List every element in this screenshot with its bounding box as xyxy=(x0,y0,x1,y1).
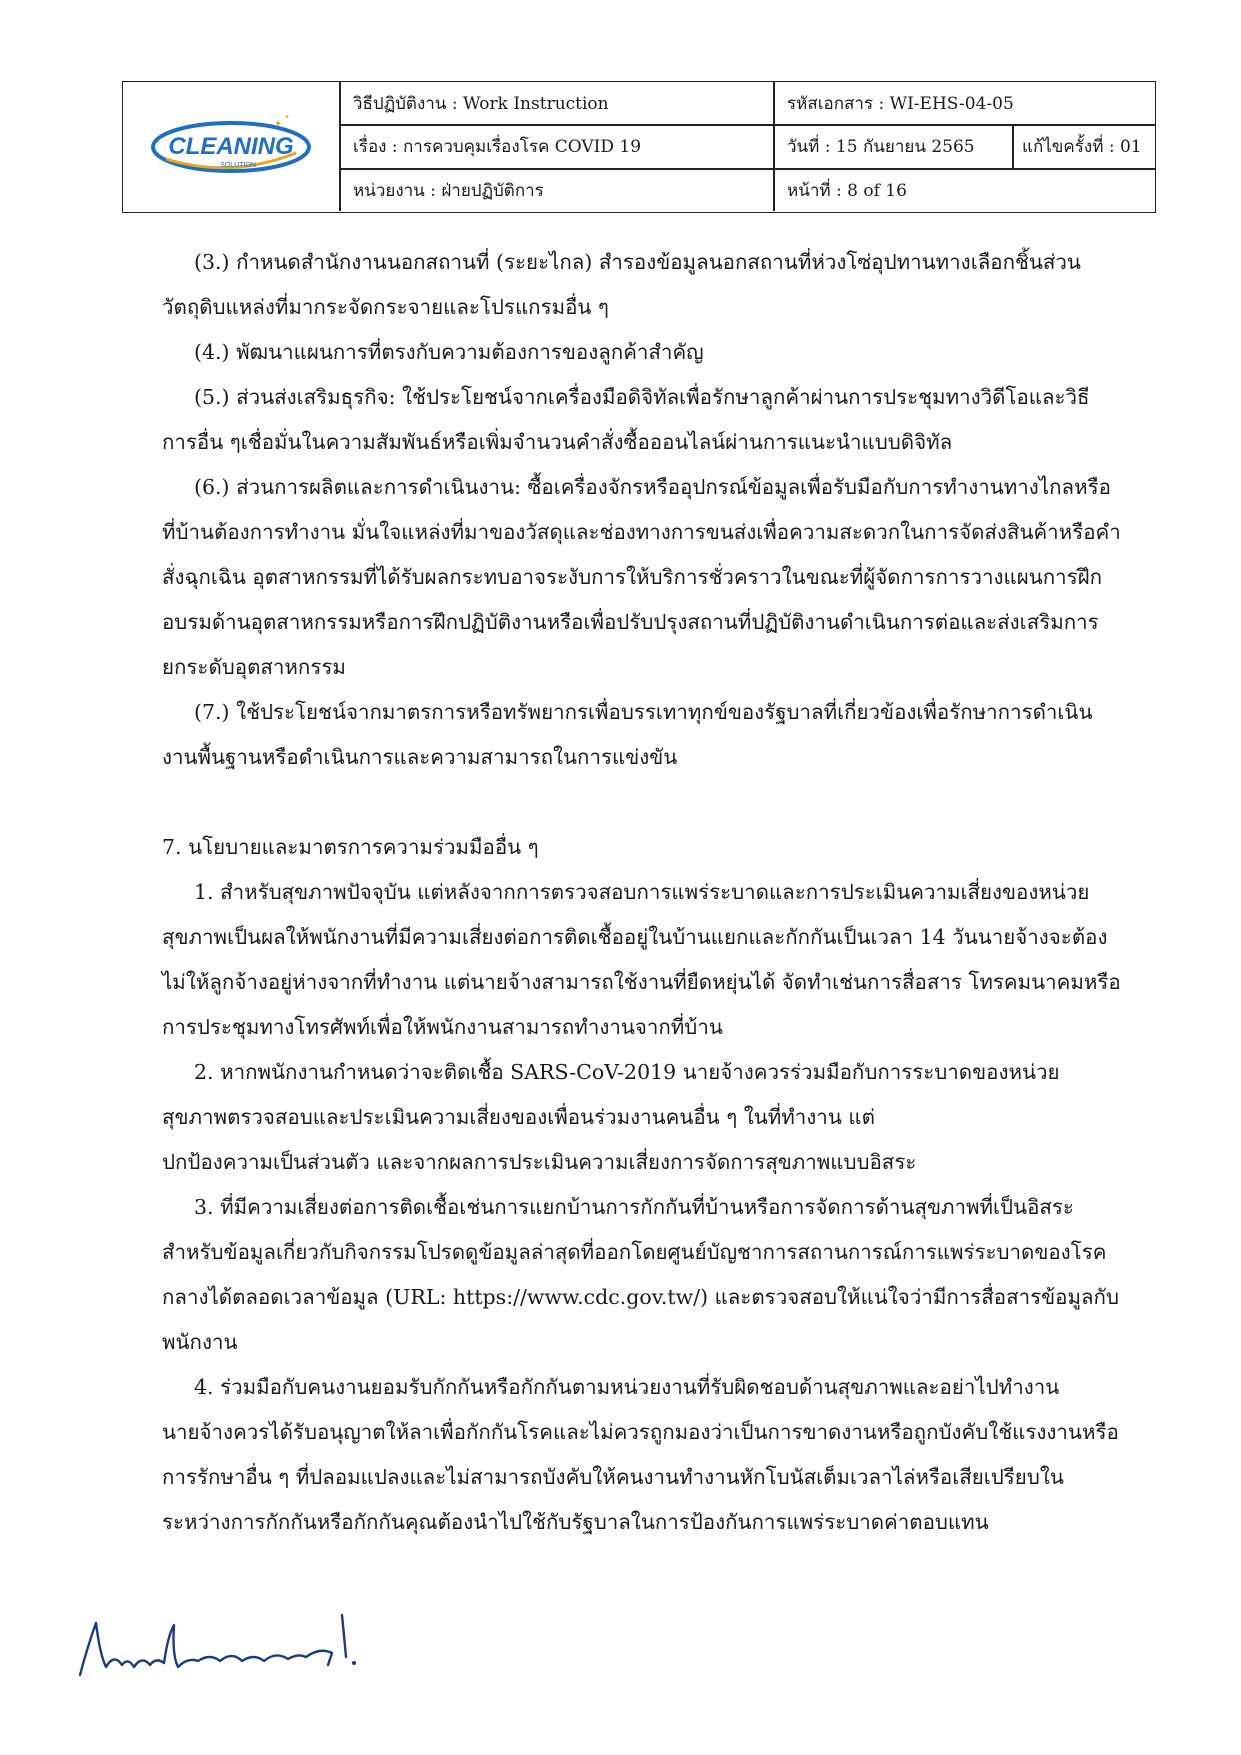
doc-code: รหัสเอกสาร : WI-EHS-04-05 xyxy=(787,93,1014,114)
paragraph-7: (7.) ใช้ประโยชน์จากมาตรการหรือทรัพยากรเพื่อบรรเทาทุกข์ของรัฐบาลที่เกี่ยวข้องเพื่อรักษาการดำเนินงานพื้นฐานหรือดำเนินการและความสามารถในการแข่งขัน xyxy=(162,700,1093,769)
policy-item-4: 4. ร่วมมือกับคนงานยอมรับกักกันหรือกักกันตามหน่วยงานที่รับผิดชอบด้านสุขภาพและอย่าไปทำงานนายจ้างควรได้รับอนุญาตให้ลาเพื่อกักกันโรคและไม่ควรถูกมองว่าเป็นการขาดงานหรือถูกบังคับใช้แรงงานหรือการรักษาอื่น ๆ ที่ปลอมแปลงและไม่สามารถบังคับให้คนงานทำงานหักโบนัสเต็มเวลาไล่หรือเสียเปรียบในระหว่างการกักกันหรือกักกันคุณต้องนำไปใช้กับรัฐบาลในการป้องกันการแพร่ระบาดค่าตอบแทน xyxy=(162,1375,1119,1534)
doc-revision: แก้ไขครั้งที่ : 01 xyxy=(1022,137,1142,157)
paragraph-5: (5.) ส่วนส่งเสริมธุรกิจ: ใช้ประโยชน์จากเครื่องมือดิจิทัลเพื่อรักษาลูกค้าผ่านการประชุมทางวิดีโอและวิธีการอื่น ๆเชื่อมั่นในความสัมพันธ์หรือเพิ่มจำนวนคำสั่งซื้อออนไลน์ผ่านการแนะนำแบบดิจิทัล xyxy=(162,385,1090,454)
svg-text:✦: ✦ xyxy=(284,112,290,121)
section-title: 7. นโยบายและมาตรการความร่วมมืออื่น ๆ xyxy=(162,835,539,859)
policy-item-1: 1. สำหรับสุขภาพปัจจุบัน แต่หลังจากการตรวจสอบการแพร่ระบาดและการประเมินความเสี่ยงของหน่วยสุขภาพเป็นผลให้พนักงานที่มีความเสี่ยงต่อการติดเชื้ออยู่ในบ้านแยกและกักกันเป็นเวลา 14 วันนายจ้างจะต้องไม่ให้ลูกจ้างอยู่ห่างจากที่ทำงาน แต่นายจ้างสามารถใช้งานที่ยืดหยุ่นได้ จัดทำเช่นการสื่อสาร โทรคมนาคมหรือการประชุมทางโทรศัพท์เพื่อให้พนักงานสามารถทำงานจากที่บ้าน xyxy=(162,880,1121,1039)
document-body xyxy=(162,240,1122,1545)
doc-page-number: หน้าที่ : 8 of 16 xyxy=(787,180,907,201)
svg-text:CLEANING: CLEANING xyxy=(168,132,294,160)
cleaning-logo-icon xyxy=(146,107,316,187)
svg-text:SOLUTION: SOLUTION xyxy=(220,161,256,169)
policy-item-3: 3. ที่มีความเสี่ยงต่อการติดเชื้อเช่นการแยกบ้านการกักกันที่บ้านหรือการจัดการด้านสุขภาพที่เป็นอิสระสำหรับข้อมูลเกี่ยวกับกิจกรรมโปรดดูข้อมูลล่าสุดที่ออกโดยศูนย์บัญชาการสถานการณ์การแพร่ระบาดของโรคกลางได้ตลอดเวลาข้อมูล (URL: https://www.cdc.gov.tw/) และตรวจสอบให้แน่ใจว่ามีการสื่อสารข้อมูลกับพนักงาน xyxy=(162,1195,1119,1354)
doc-subject: เรื่อง : การควบคุมเรื่องโรค COVID 19 xyxy=(353,137,642,157)
doc-department: หน่วยงาน : ฝ่ายปฏิบัติการ xyxy=(353,180,544,201)
company-logo xyxy=(123,82,340,211)
signature-icon xyxy=(70,1595,390,1695)
paragraph-3: (3.) กำหนดสำนักงานนอกสถานที่ (ระยะไกล) สำรองข้อมูลนอกสถานที่ห่วงโซ่อุปทานทางเลือกชิ้นส่วนวัตถุดิบแหล่งที่มากระจัดกระจายและโปรแกรมอื่น ๆ xyxy=(162,250,1081,319)
svg-text:✦: ✦ xyxy=(274,118,283,130)
paragraph-4: (4.) พัฒนาแผนการที่ตรงกับความต้องการของลูกค้าสำคัญ xyxy=(194,340,704,364)
doc-type: วิธีปฏิบัติงาน : Work Instruction xyxy=(353,93,609,114)
policy-item-2: 2. หากพนักงานกำหนดว่าจะติดเชื้อ SARS-CoV-2019 นายจ้างควรร่วมมือกับการระบาดของหน่วยสุขภาพตรวจสอบและประเมินความเสี่ยงของเพื่อนร่วมงานคนอื่น ๆ ในที่ทำงาน แต่ xyxy=(162,1060,1060,1129)
doc-date: วันที่ : 15 กันยายน 2565 xyxy=(787,137,975,157)
paragraph-6: (6.) ส่วนการผลิตและการดำเนินงาน: ซื้อเครื่องจักรหรืออุปกรณ์ข้อมูลเพื่อรับมือกับการทำงานทางไกลหรือที่บ้านต้องการทำงาน มั่นใจแหล่งที่มาของวัสดุและช่องทางการขนส่งเพื่อความสะดวกในการจัดส่งสินค้าหรือคำสั่งฉุกเฉิน อุตสาหกรรมที่ได้รับผลกระทบอาจระงับการให้บริการชั่วคราวในขณะที่ผู้จัดการการวางแผนการฝึกอบรมด้านอุตสาหกรรมหรือการฝึกปฏิบัติงานหรือเพื่อปรับปรุงสถานที่ปฏิบัติงานดำเนินการต่อและส่งเสริมการยกระดับอุตสาหกรรม xyxy=(162,475,1121,679)
policy-item-2-cont: ปกป้องความเป็นส่วนตัว และจากผลการประเมินความเสี่ยงการจัดการสุขภาพแบบอิสระ xyxy=(162,1150,917,1174)
header-table xyxy=(122,81,1156,213)
